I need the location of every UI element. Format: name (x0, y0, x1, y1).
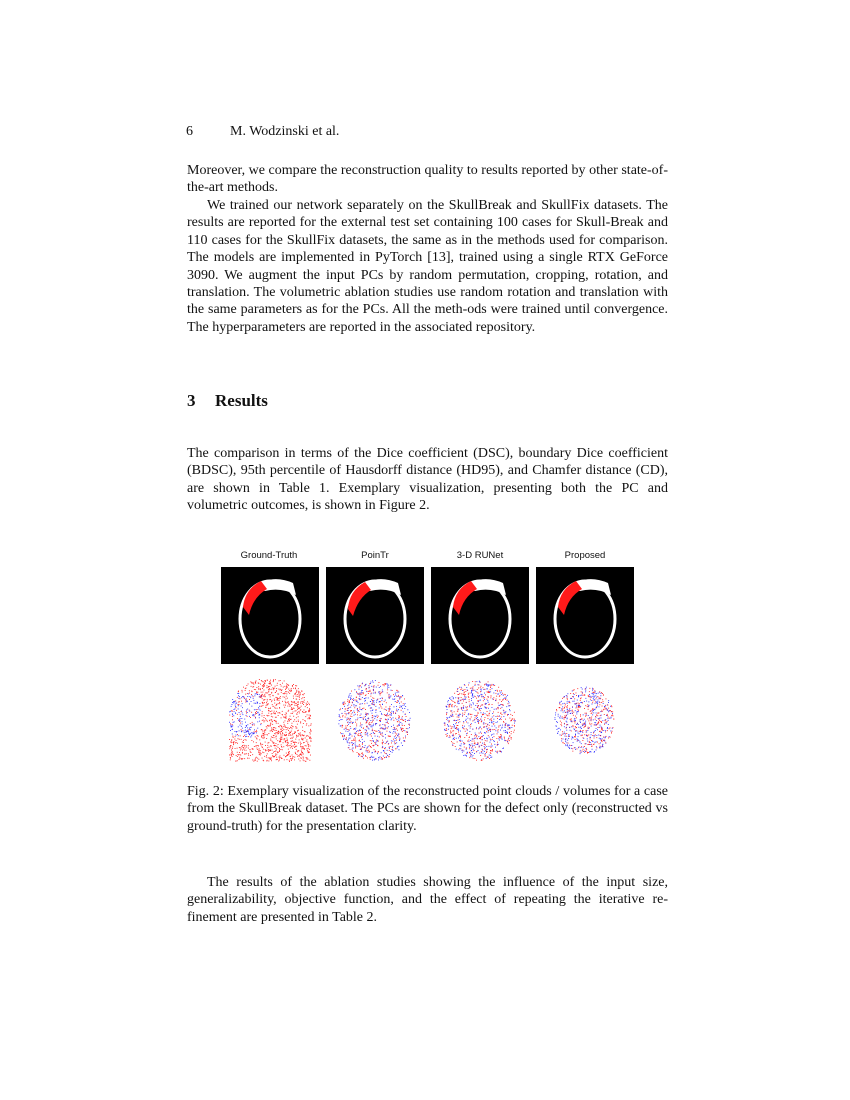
paragraph-ablation: The results of the ablation studies showing the influence of the input size, generalizability, objective function, and the effect of repeating the iterative re-finement are presented in Table 2. (187, 875, 668, 925)
point-cloud-3d-runet (431, 673, 529, 768)
column-label-pointr: PoinTr (361, 550, 389, 561)
figure-caption: Fig. 2: Exemplary visualization of the reconstructed point clouds / volumes for a case from the SkullBreak dataset. The PCs are shown for the defect only (reconstructed vs ground-truth) for the presentation clarity. (187, 784, 668, 834)
column-label-ground-truth: Ground-Truth (240, 550, 298, 561)
point-cloud-pointr (326, 673, 424, 768)
running-header (186, 124, 339, 140)
skull-slice-proposed (536, 567, 634, 664)
skull-slice-ground-truth (221, 567, 319, 664)
section-number: 3 (187, 391, 196, 410)
section-title: Results (215, 391, 268, 410)
skull-slice-pointr (326, 567, 424, 664)
paragraph-training: We trained our network separately on the SkullBreak and SkullFix datasets. The results are reported for the external test set containing 100 cases for Skull-Break and 110 cases for the SkullFix datasets, the same as in the methods used for comparison. The models are implemented in PyTorch [13], trained using a single RTX GeForce 3090. We augment the input PCs by random permutation, cropping, rotation, and translation. The volumetric ablation studies use random rotation and translation with the same parameters as for the PCs. All the meth-ods were trained until convergence. The hyperparameters are reported in the associated repository. (187, 198, 668, 335)
column-label-proposed: Proposed (564, 550, 606, 561)
section-heading (187, 391, 268, 411)
column-label-3d-runet: 3-D RUNet (456, 550, 504, 561)
skull-slice-3d-runet (431, 567, 529, 664)
running-authors: M. Wodzinski et al. (230, 124, 340, 139)
figure-2 (220, 548, 640, 770)
paragraph-comparison-intro: Moreover, we compare the reconstruction quality to results reported by other state-of-the-art methods. (187, 163, 668, 196)
paragraph-results: The comparison in terms of the Dice coefficient (DSC), boundary Dice coefficient (BDSC), 95th percentile of Hausdorff distance (HD95), and Chamfer distance (CD), are shown in Table 1. Exemplary visualization, presenting both the PC and volumetric outcomes, is shown in Figure 2. (187, 446, 668, 514)
point-cloud-ground-truth (221, 673, 319, 768)
page-number: 6 (186, 124, 193, 139)
point-cloud-proposed (536, 673, 634, 768)
